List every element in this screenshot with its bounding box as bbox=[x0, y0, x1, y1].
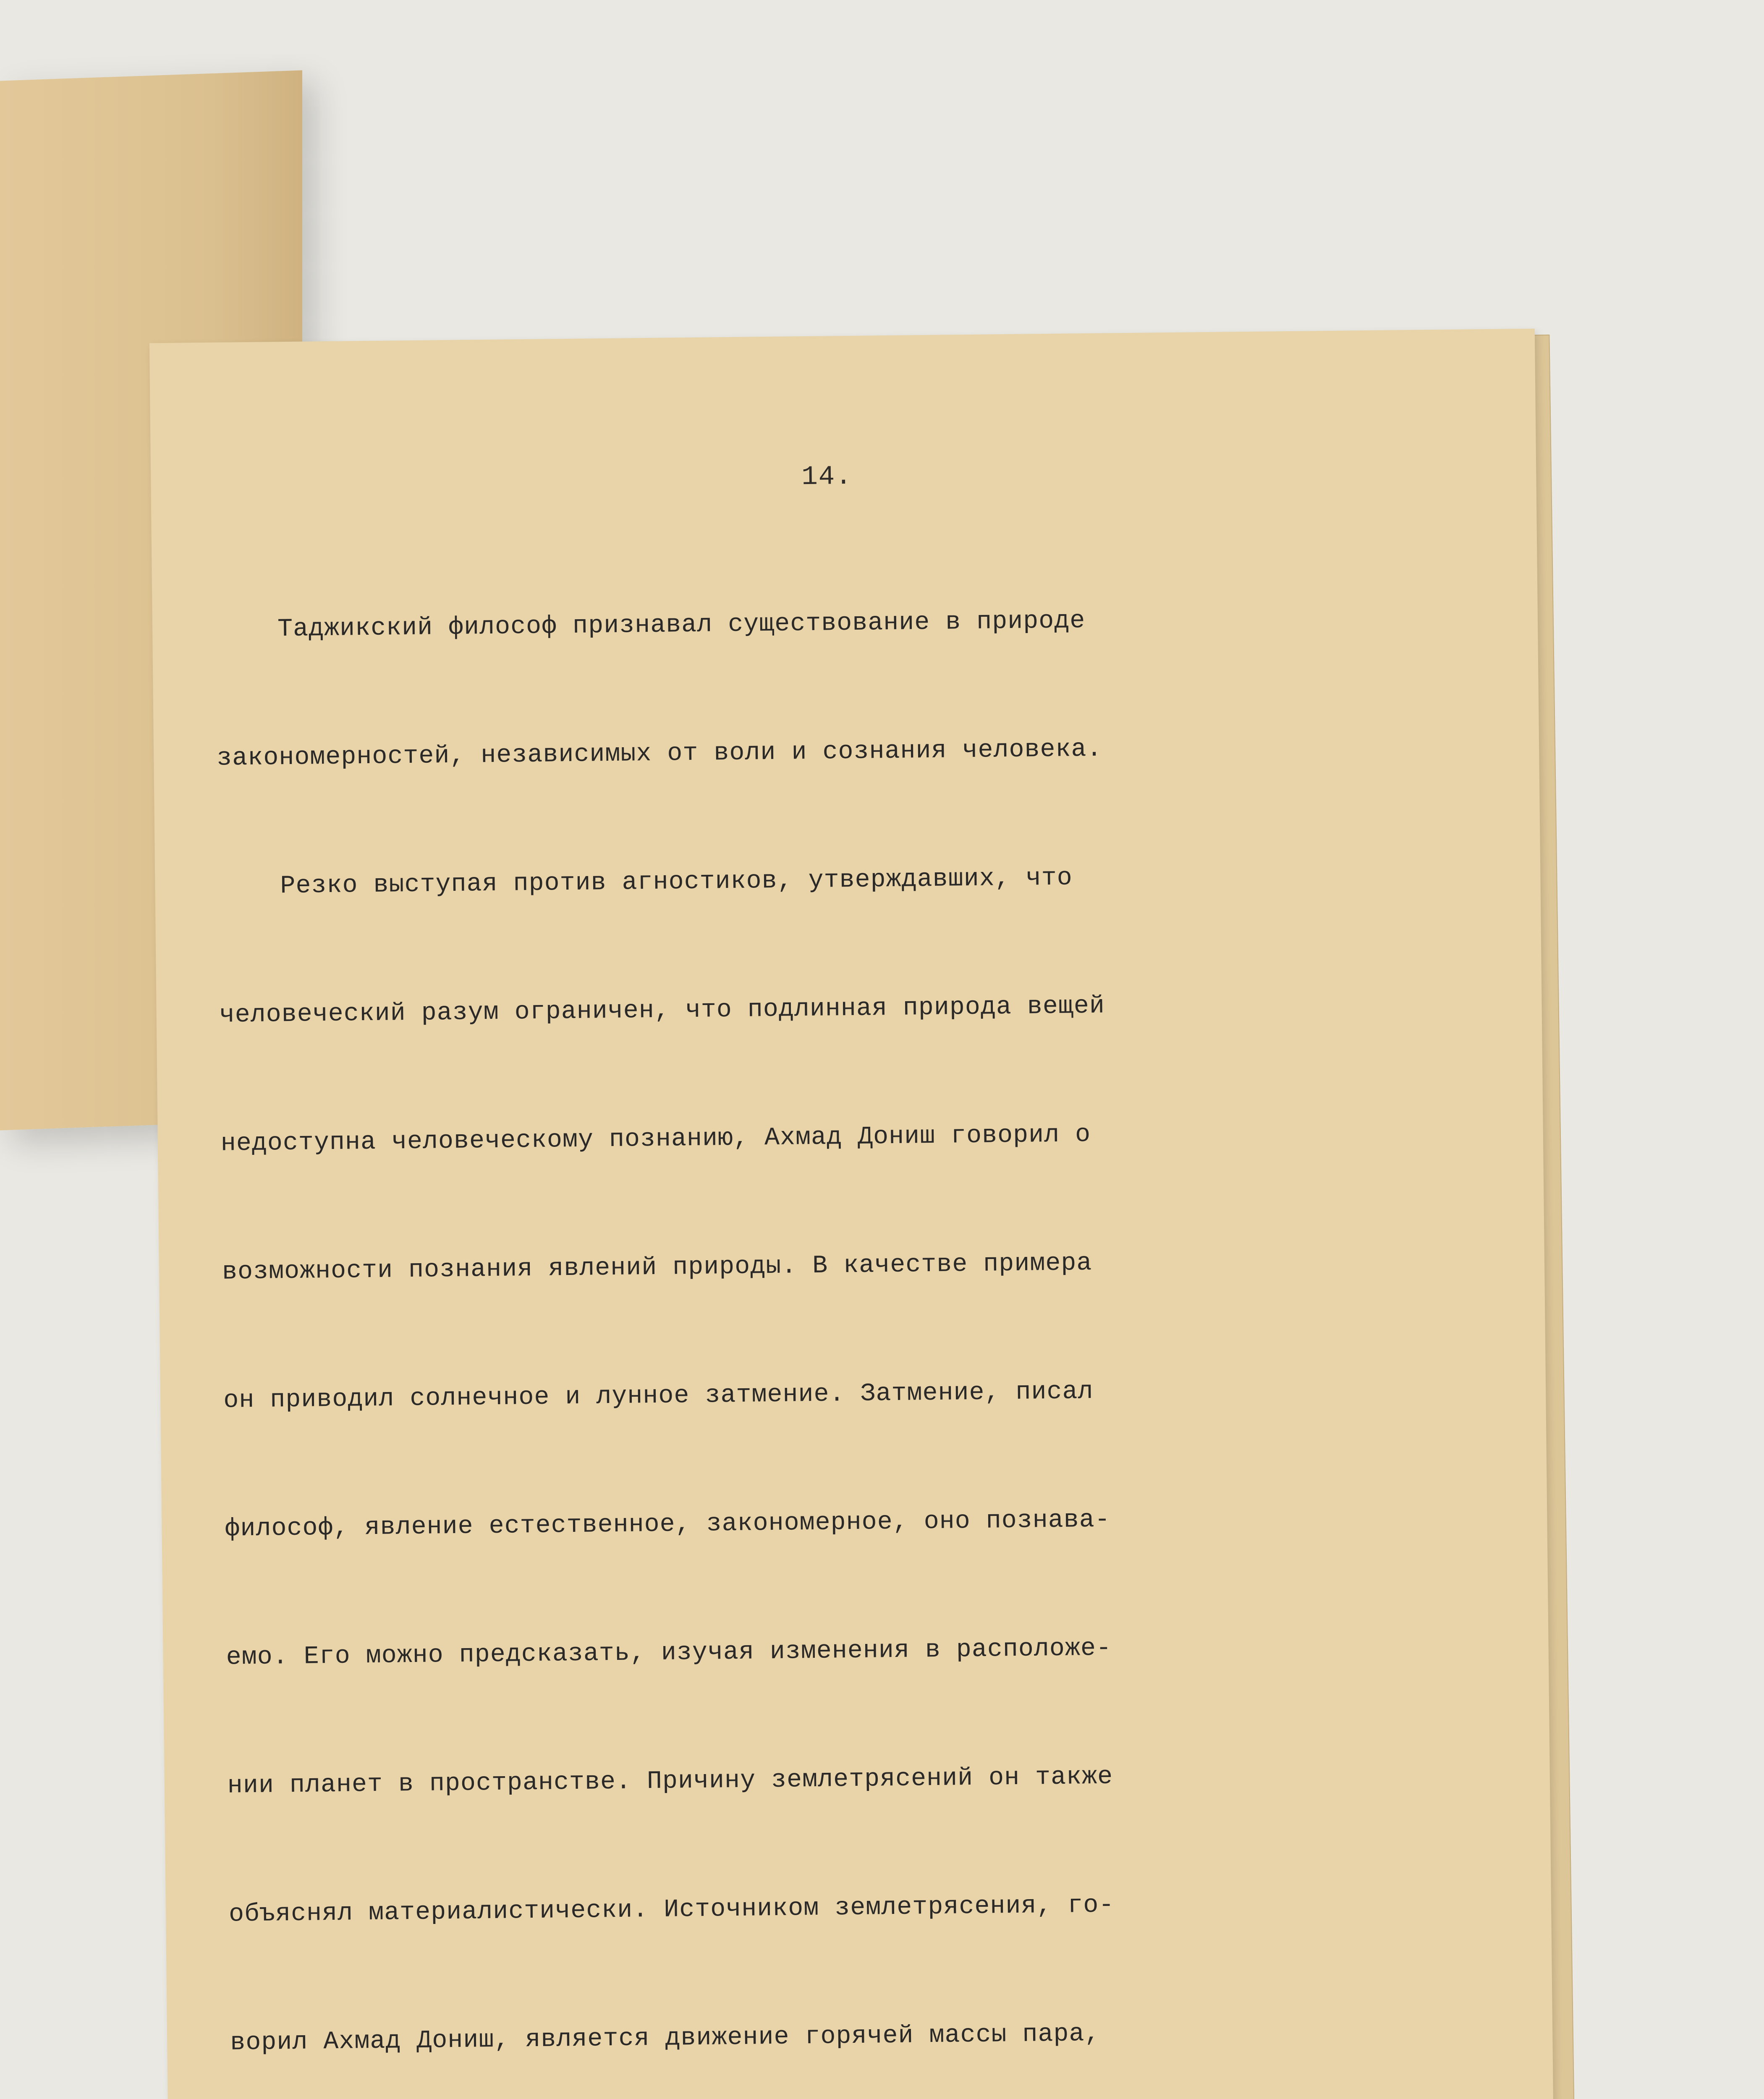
text-line: философ, явление естественное, закономерное, оно познава- bbox=[225, 1505, 1111, 1544]
text-line: недоступна человеческому познанию, Ахмад Дониш говорил о bbox=[220, 1120, 1091, 1158]
text-line: он приводил солнечное и лунное затмение. Затмение, писал bbox=[223, 1377, 1094, 1415]
text-line: ворил Ахмад Дониш, является движение горячей массы пара, bbox=[230, 2019, 1100, 2057]
typed-page bbox=[149, 329, 1555, 2099]
text-line: закономерностей, независимых от воли и сознания человека. bbox=[216, 735, 1102, 773]
text-line: объяснял материалистически. Источником землетрясения, го- bbox=[228, 1891, 1115, 1929]
text-line: Таджикский философ признавал существование в природе bbox=[215, 607, 1086, 644]
body-text bbox=[214, 512, 1315, 2099]
text-line: емо. Его можно предсказать, изучая изменения в расположе- bbox=[226, 1634, 1112, 1672]
text-line: Резко выступая против агностиков, утверждавших, что bbox=[218, 864, 1073, 901]
text-line: нии планет в пространстве. Причину землетрясений он также bbox=[227, 1762, 1113, 1801]
text-line: человеческий разум ограничен, что подлинная природа вещей bbox=[219, 992, 1105, 1030]
text-line: возможности познания явлений природы. В качестве примера bbox=[222, 1249, 1092, 1287]
page-number: 14. bbox=[801, 461, 853, 493]
